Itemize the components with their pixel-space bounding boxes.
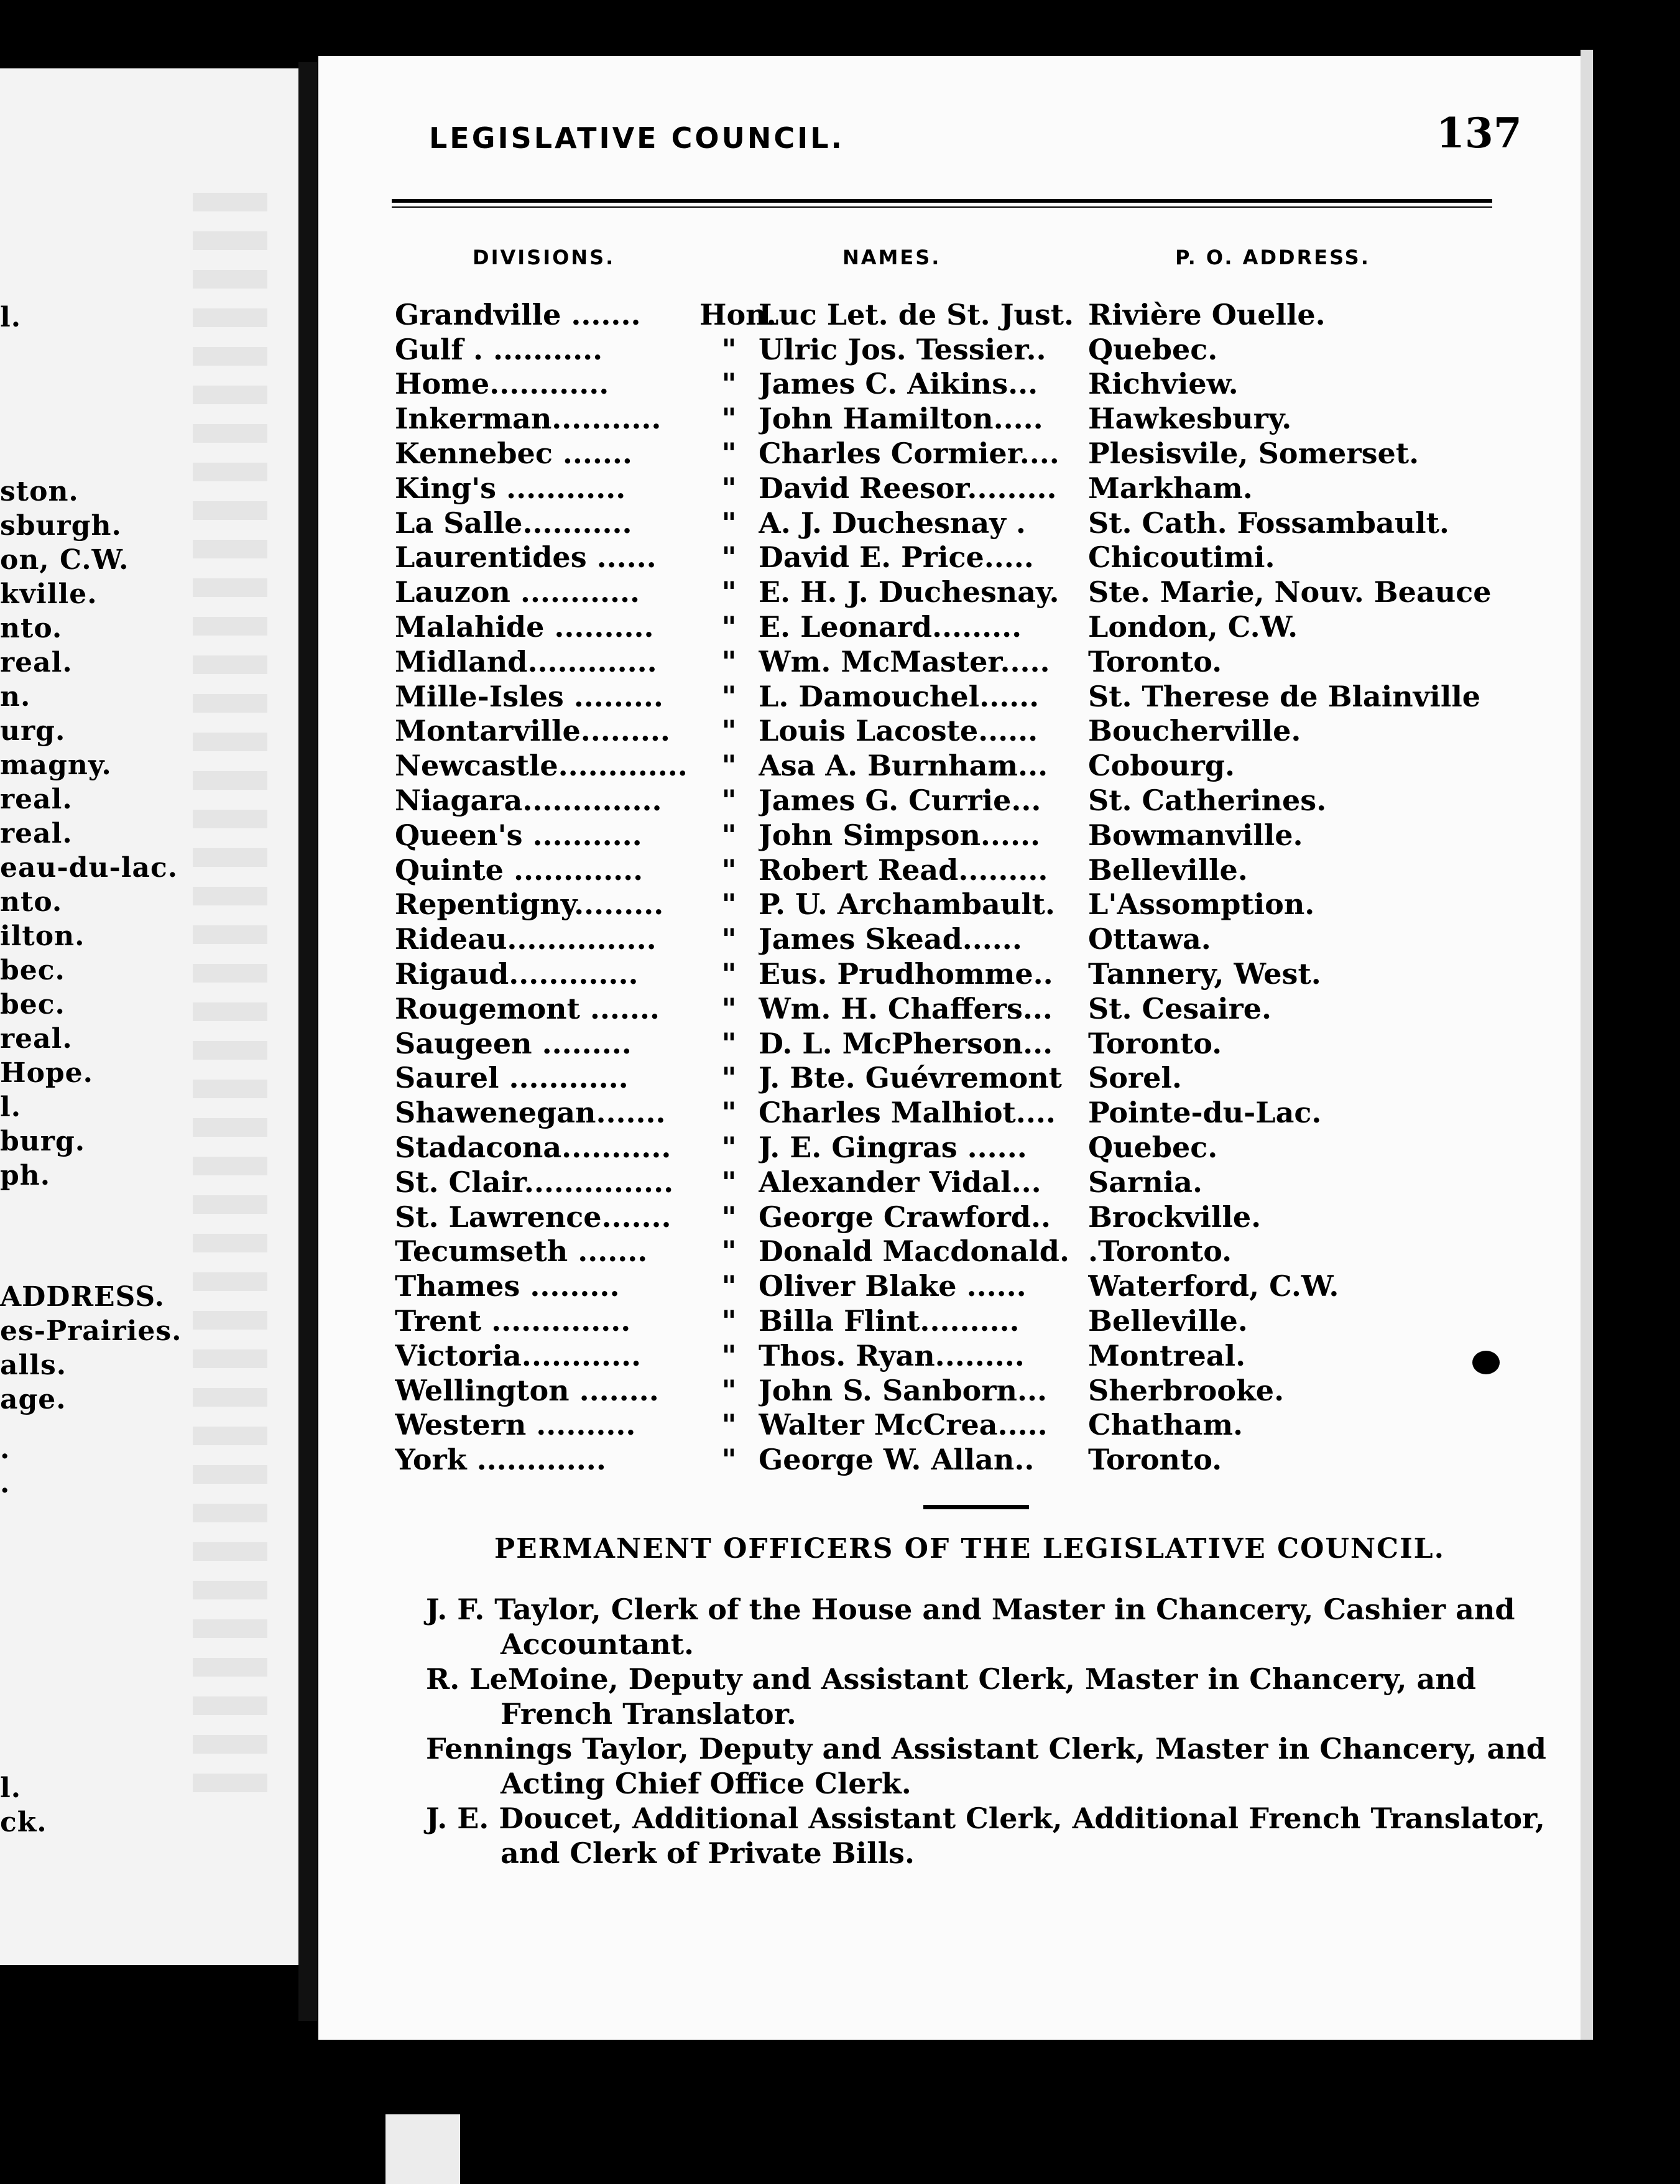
name-cell: John Simpson......: [759, 818, 1040, 852]
honorific-cell: ": [721, 575, 737, 609]
honorific-cell: ": [721, 749, 737, 783]
column-header-names: NAMES.: [842, 246, 941, 269]
name-cell: Charles Malhiot....: [759, 1096, 1056, 1130]
division-cell: Shawenegan.......: [395, 1096, 666, 1130]
address-cell: St. Cath. Fossambault.: [1088, 506, 1449, 540]
left-fragment-line: l.: [0, 1772, 22, 1804]
division-cell: Home............: [395, 367, 609, 401]
division-cell: Repentigny.........: [395, 887, 664, 922]
header-rule-thick: [392, 199, 1492, 203]
honorific-cell: ": [721, 818, 737, 852]
honorific-cell: ": [721, 1096, 737, 1130]
member-row: [395, 1200, 1545, 1234]
division-cell: Queen's ...........: [395, 818, 642, 852]
left-fragment-line: urg.: [0, 715, 66, 747]
member-row: [395, 1442, 1545, 1477]
honorific-cell: ": [721, 991, 737, 1025]
member-row: [395, 714, 1545, 749]
member-row: [395, 471, 1545, 506]
division-cell: Niagara..............: [395, 784, 662, 818]
name-cell: P. U. Archambault.: [759, 887, 1055, 922]
left-fragment-line: Hope.: [0, 1057, 93, 1089]
member-row: [395, 540, 1545, 575]
honorific-cell: ": [721, 1269, 737, 1303]
left-fragment-line: ck.: [0, 1807, 47, 1838]
address-cell: Chatham.: [1088, 1408, 1244, 1442]
honorific-cell: ": [721, 1408, 737, 1442]
name-cell: George W. Allan..: [759, 1443, 1035, 1477]
left-fragment-line: real.: [0, 784, 73, 815]
left-fragment-line: l.: [0, 1091, 22, 1123]
left-fragment-line: sburgh.: [0, 510, 122, 542]
division-cell: Victoria............: [395, 1338, 641, 1372]
paper-tab: [385, 2114, 460, 2184]
left-fragment-line: age.: [0, 1384, 67, 1415]
honorific-cell: ": [721, 1026, 737, 1060]
honorific-cell: ": [721, 471, 737, 505]
address-cell: Pointe-du-Lac.: [1088, 1096, 1322, 1130]
member-row: [395, 1165, 1545, 1200]
honorific-cell: ": [721, 540, 737, 575]
division-cell: Midland.............: [395, 644, 657, 678]
address-cell: Belleville.: [1088, 1304, 1248, 1338]
name-cell: John Hamilton.....: [759, 402, 1043, 436]
left-fragment-line: kville.: [0, 578, 98, 610]
member-row: [395, 332, 1545, 367]
address-cell: Toronto.: [1088, 1026, 1222, 1060]
name-cell: Thos. Ryan.........: [759, 1338, 1025, 1372]
left-page-fragment: [0, 68, 298, 1965]
left-fragment-line: nto.: [0, 613, 63, 644]
honorific-cell: ": [721, 1131, 737, 1165]
name-cell: James G. Currie...: [759, 784, 1041, 818]
name-cell: Ulric Jos. Tessier..: [759, 332, 1046, 366]
address-cell: Belleville.: [1088, 853, 1248, 887]
address-cell: Toronto.: [1088, 1443, 1222, 1477]
left-fragment-line: magny.: [0, 749, 112, 781]
address-cell: Sherbrooke.: [1088, 1373, 1285, 1407]
address-cell: Quebec.: [1088, 1131, 1218, 1165]
division-cell: Western ..........: [395, 1408, 636, 1442]
address-cell: Ottawa.: [1088, 922, 1211, 956]
member-row: [395, 1373, 1545, 1408]
name-cell: Louis Lacoste......: [759, 714, 1038, 748]
name-cell: Donald Macdonald.: [759, 1234, 1069, 1269]
name-cell: Walter McCrea.....: [759, 1408, 1048, 1442]
address-cell: Waterford, C.W.: [1088, 1269, 1339, 1303]
address-cell: St. Catherines.: [1088, 784, 1327, 818]
name-cell: Robert Read.........: [759, 853, 1048, 887]
division-cell: Newcastle.............: [395, 749, 688, 783]
address-cell: Sorel.: [1088, 1061, 1182, 1095]
division-cell: Mille-Isles .........: [395, 679, 663, 713]
member-row: [395, 297, 1545, 332]
honorific-cell: ": [721, 610, 737, 644]
name-cell: Eus. Prudhomme..: [759, 957, 1053, 991]
officer-entry: J. F. Taylor, Clerk of the House and Master in Chancery, Cashier and Accountant.: [426, 1593, 1515, 1661]
running-header: LEGISLATIVE COUNCIL.: [429, 121, 844, 155]
address-cell: Bowmanville.: [1088, 818, 1303, 852]
honorific-cell: ": [721, 957, 737, 991]
page-number: 137: [1436, 109, 1522, 157]
name-cell: George Crawford..: [759, 1200, 1051, 1234]
member-row: [395, 367, 1545, 402]
honorific-cell: Hon.: [699, 297, 777, 331]
address-cell: Cobourg.: [1088, 749, 1235, 783]
division-cell: Grandville .......: [395, 297, 641, 331]
left-fragment-line: ilton.: [0, 920, 85, 952]
honorific-cell: ": [721, 506, 737, 540]
name-cell: Billa Flint..........: [759, 1304, 1020, 1338]
honorific-cell: ": [721, 1200, 737, 1234]
header-rule-thin: [392, 206, 1492, 208]
division-cell: Stadacona...........: [395, 1131, 672, 1165]
name-cell: James C. Aikins...: [759, 367, 1038, 401]
name-cell: L. Damouchel......: [759, 679, 1040, 713]
division-cell: Laurentides ......: [395, 540, 657, 575]
division-cell: Rougemont .......: [395, 991, 660, 1025]
address-cell: Ste. Marie, Nouv. Beauce: [1088, 575, 1492, 609]
member-row: [395, 1408, 1545, 1443]
left-fragment-line: l.: [0, 302, 22, 333]
member-row: [395, 1338, 1545, 1373]
honorific-cell: ": [721, 1234, 737, 1269]
left-fragment-line: .: [0, 1468, 11, 1499]
column-header-divisions: DIVISIONS.: [473, 246, 616, 269]
address-cell: Tannery, West.: [1088, 957, 1321, 991]
name-cell: James Skead......: [759, 922, 1022, 956]
officers-list: [426, 1592, 1564, 1871]
member-row: [395, 853, 1545, 887]
member-row: [395, 991, 1545, 1026]
member-row: [395, 575, 1545, 609]
address-cell: Boucherville.: [1088, 714, 1301, 748]
column-header-address: P. O. ADDRESS.: [1175, 246, 1370, 269]
member-row: [395, 679, 1545, 714]
page-gutter: [298, 62, 317, 2021]
honorific-cell: ": [721, 922, 737, 956]
division-cell: Saurel ............: [395, 1061, 629, 1095]
honorific-cell: ": [721, 437, 737, 471]
name-cell: Asa A. Burnham...: [759, 749, 1048, 783]
name-cell: Alexander Vidal...: [759, 1165, 1041, 1199]
honorific-cell: ": [721, 367, 737, 401]
member-row: [395, 436, 1545, 471]
page-edge: [1581, 50, 1593, 2040]
address-cell: Montreal.: [1088, 1338, 1246, 1372]
division-cell: Kennebec .......: [395, 437, 632, 471]
left-fragment-line: real.: [0, 1023, 73, 1055]
member-row: [395, 609, 1545, 644]
address-cell: Brockville.: [1088, 1200, 1262, 1234]
division-cell: Lauzon ............: [395, 575, 640, 609]
officer-entry: R. LeMoine, Deputy and Assistant Clerk, Master in Chancery, and French Translator.: [426, 1662, 1476, 1731]
division-cell: Inkerman...........: [395, 402, 662, 436]
division-cell: Rigaud.............: [395, 957, 639, 991]
name-cell: Luc Let. de St. Just.: [759, 297, 1074, 331]
left-fragment-line: n.: [0, 681, 31, 713]
officer-entry: J. E. Doucet, Additional Assistant Clerk, Additional French Translator, and Clerk of Private Bills.: [426, 1802, 1545, 1870]
member-row: [395, 401, 1545, 436]
honorific-cell: ": [721, 1443, 737, 1477]
address-cell: Rivière Ouelle.: [1088, 297, 1326, 331]
honorific-cell: ": [721, 784, 737, 818]
name-cell: J. Bte. Guévremont: [759, 1061, 1062, 1095]
member-row: [395, 644, 1545, 679]
members-table: [395, 297, 1545, 1477]
left-fragment-line: .: [0, 1433, 11, 1465]
name-cell: David E. Price.....: [759, 540, 1034, 575]
member-row: [395, 1303, 1545, 1338]
name-cell: E. Leonard.........: [759, 610, 1022, 644]
division-cell: Trent ..............: [395, 1304, 631, 1338]
honorific-cell: ": [721, 332, 737, 366]
division-cell: Quinte .............: [395, 853, 644, 887]
member-row: [395, 783, 1545, 818]
name-cell: Oliver Blake ......: [759, 1269, 1027, 1303]
left-fragment-line: real.: [0, 647, 73, 678]
member-row: [395, 956, 1545, 991]
honorific-cell: ": [721, 1165, 737, 1199]
name-cell: David Reesor.........: [759, 471, 1057, 505]
address-cell: Toronto.: [1088, 644, 1222, 678]
division-cell: Gulf . ...........: [395, 332, 603, 366]
left-fragment-line: ston.: [0, 476, 79, 507]
member-row: [395, 1061, 1545, 1096]
honorific-cell: ": [721, 679, 737, 713]
division-cell: Rideau...............: [395, 922, 657, 956]
division-cell: Montarville.........: [395, 714, 670, 748]
left-fragment-line: alls.: [0, 1349, 67, 1381]
left-fragment-line: bec.: [0, 989, 65, 1020]
name-cell: J. E. Gingras ......: [759, 1131, 1027, 1165]
address-cell: L'Assomption.: [1088, 887, 1315, 922]
honorific-cell: ": [721, 1373, 737, 1407]
left-fragment-line: bec.: [0, 955, 65, 986]
left-fragment-line: eau-du-lac.: [0, 852, 178, 884]
address-cell: Chicoutimi.: [1088, 540, 1275, 575]
honorific-cell: ": [721, 644, 737, 678]
division-cell: Tecumseth .......: [395, 1234, 648, 1269]
name-cell: E. H. J. Duchesnay.: [759, 575, 1059, 609]
member-row: [395, 506, 1545, 540]
ink-blot: [1472, 1351, 1500, 1374]
name-cell: Wm. H. Chaffers...: [759, 991, 1053, 1025]
member-row: [395, 1095, 1545, 1130]
section-divider: [923, 1505, 1029, 1509]
division-cell: La Salle...........: [395, 506, 632, 540]
address-cell: Quebec.: [1088, 332, 1218, 366]
member-row: [395, 1026, 1545, 1061]
address-cell: Sarnia.: [1088, 1165, 1202, 1199]
address-cell: St. Cesaire.: [1088, 991, 1272, 1025]
honorific-cell: ": [721, 402, 737, 436]
honorific-cell: ": [721, 1061, 737, 1095]
division-cell: Malahide ..........: [395, 610, 654, 644]
address-cell: Markham.: [1088, 471, 1253, 505]
address-cell: .Toronto.: [1088, 1234, 1232, 1269]
division-cell: King's ............: [395, 471, 626, 505]
name-cell: Charles Cormier....: [759, 437, 1059, 471]
division-cell: St. Lawrence.......: [395, 1200, 672, 1234]
officers-heading: PERMANENT OFFICERS OF THE LEGISLATIVE COUNCIL.: [494, 1533, 1445, 1565]
address-cell: Richview.: [1088, 367, 1239, 401]
member-row: [395, 748, 1545, 783]
left-fragment-line: ph.: [0, 1160, 51, 1191]
division-cell: Saugeen .........: [395, 1026, 632, 1060]
name-cell: A. J. Duchesnay .: [759, 506, 1026, 540]
officer-entry: Fennings Taylor, Deputy and Assistant Clerk, Master in Chancery, and Acting Chief Office Clerk.: [426, 1732, 1546, 1800]
left-fragment-line: on, C.W.: [0, 544, 129, 576]
honorific-cell: ": [721, 887, 737, 922]
member-row: [395, 887, 1545, 922]
address-cell: Plesisvile, Somerset.: [1088, 437, 1419, 471]
division-cell: York .............: [395, 1443, 606, 1477]
name-cell: John S. Sanborn...: [759, 1373, 1047, 1407]
member-row: [395, 1269, 1545, 1303]
name-cell: Wm. McMaster.....: [759, 644, 1050, 678]
member-row: [395, 922, 1545, 956]
division-cell: Wellington ........: [395, 1373, 659, 1407]
honorific-cell: ": [721, 853, 737, 887]
left-fragment-line: burg.: [0, 1126, 86, 1157]
left-fragment-line: es-Prairies.: [0, 1315, 182, 1347]
member-row: [395, 818, 1545, 853]
division-cell: St. Clair...............: [395, 1165, 674, 1199]
address-cell: Hawkesbury.: [1088, 402, 1292, 436]
honorific-cell: ": [721, 714, 737, 748]
division-cell: Thames .........: [395, 1269, 620, 1303]
left-fragment-line: nto.: [0, 886, 63, 918]
member-row: [395, 1234, 1545, 1269]
left-fragment-line: ADDRESS.: [0, 1281, 165, 1313]
honorific-cell: ": [721, 1304, 737, 1338]
left-fragment-line: real.: [0, 818, 73, 849]
bleed-through-ghost: [193, 193, 267, 1810]
name-cell: D. L. McPherson...: [759, 1026, 1053, 1060]
address-cell: London, C.W.: [1088, 610, 1298, 644]
member-row: [395, 1130, 1545, 1165]
honorific-cell: ": [721, 1338, 737, 1372]
address-cell: St. Therese de Blainville: [1088, 679, 1481, 713]
